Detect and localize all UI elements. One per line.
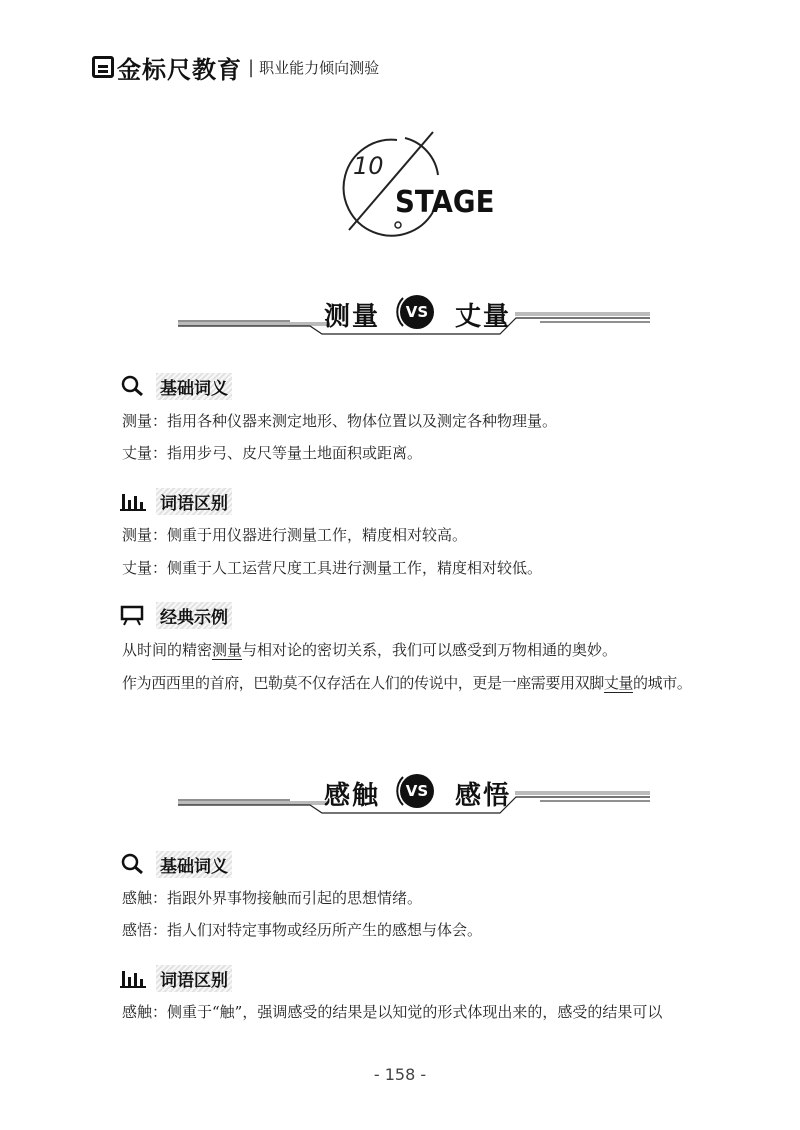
brand-logo-icon (92, 56, 114, 78)
section-title: 基础词义 (156, 851, 232, 878)
example-sentence (122, 673, 691, 693)
vs-right-word: 感悟 (455, 781, 512, 811)
example-text: 与相对论的密切关系，我们可以感受到万物相通的奥妙。 (242, 641, 618, 659)
example-sentence (122, 640, 617, 660)
section-title: 基础词义 (156, 373, 232, 400)
section-classic-example (120, 602, 232, 628)
stage-word: STAGE (395, 185, 495, 220)
section-title: 词语区别 (156, 488, 232, 515)
difference-line: 丈量：侧重于人工运营尺度工具进行测量工作，精度相对较低。 (122, 559, 543, 577)
bar-chart-icon (120, 967, 146, 989)
magnifier-icon (120, 375, 146, 397)
difference-line: 测量：侧重于用仪器进行测量工作，精度相对较高。 (122, 526, 468, 544)
header-subtitle: 职业能力倾向测验 (259, 58, 380, 77)
stage-number: 10 (353, 152, 384, 180)
difference-line: 感触：侧重于“触”，强调感受的结果是以知觉的形式体现出来的，感受的结果可以 (122, 1003, 663, 1021)
vs-right-word: 丈量 (455, 302, 512, 332)
example-keyword: 丈量 (603, 674, 634, 692)
section-basic-meaning-1 (120, 373, 232, 399)
example-text: 作为西西里的首府，巴勒莫不仅存活在人们的传说中，更是一座需要用双脚 (122, 674, 604, 692)
vs-left-word: 测量 (323, 302, 380, 332)
section-word-difference-2 (120, 965, 232, 991)
header-separator: | (248, 56, 255, 78)
bar-chart-icon (120, 490, 146, 512)
definition-line: 感悟：指人们对特定事物或经历所产生的感想与体会。 (122, 921, 483, 939)
vs-left-word: 感触 (323, 781, 380, 811)
vs-badge-text: VS (405, 303, 429, 321)
section-title: 经典示例 (156, 602, 232, 629)
section-title: 词语区别 (156, 965, 232, 992)
vs-title-2 (170, 767, 660, 827)
section-word-difference-1 (120, 488, 232, 514)
page-header (92, 52, 379, 82)
vs-title-1 (170, 288, 660, 348)
example-text: 从时间的精密 (122, 641, 213, 659)
presentation-board-icon (120, 604, 146, 626)
definition-line: 测量：指用各种仪器来测定地形、物体位置以及测定各种物理量。 (122, 412, 558, 430)
brand-name: 金标尺教育 (117, 55, 242, 84)
stage-badge (335, 130, 505, 240)
example-keyword: 测量 (212, 641, 243, 659)
section-basic-meaning-2 (120, 851, 232, 877)
vs-badge-text: VS (405, 782, 429, 800)
definition-line: 感触：指跟外界事物接触而引起的思想情绪。 (122, 889, 423, 907)
example-text: 的城市。 (633, 674, 692, 692)
page-number: - 158 - (373, 1065, 427, 1084)
definition-line: 丈量：指用步弓、皮尺等量土地面积或距离。 (122, 444, 423, 462)
magnifier-icon (120, 853, 146, 875)
